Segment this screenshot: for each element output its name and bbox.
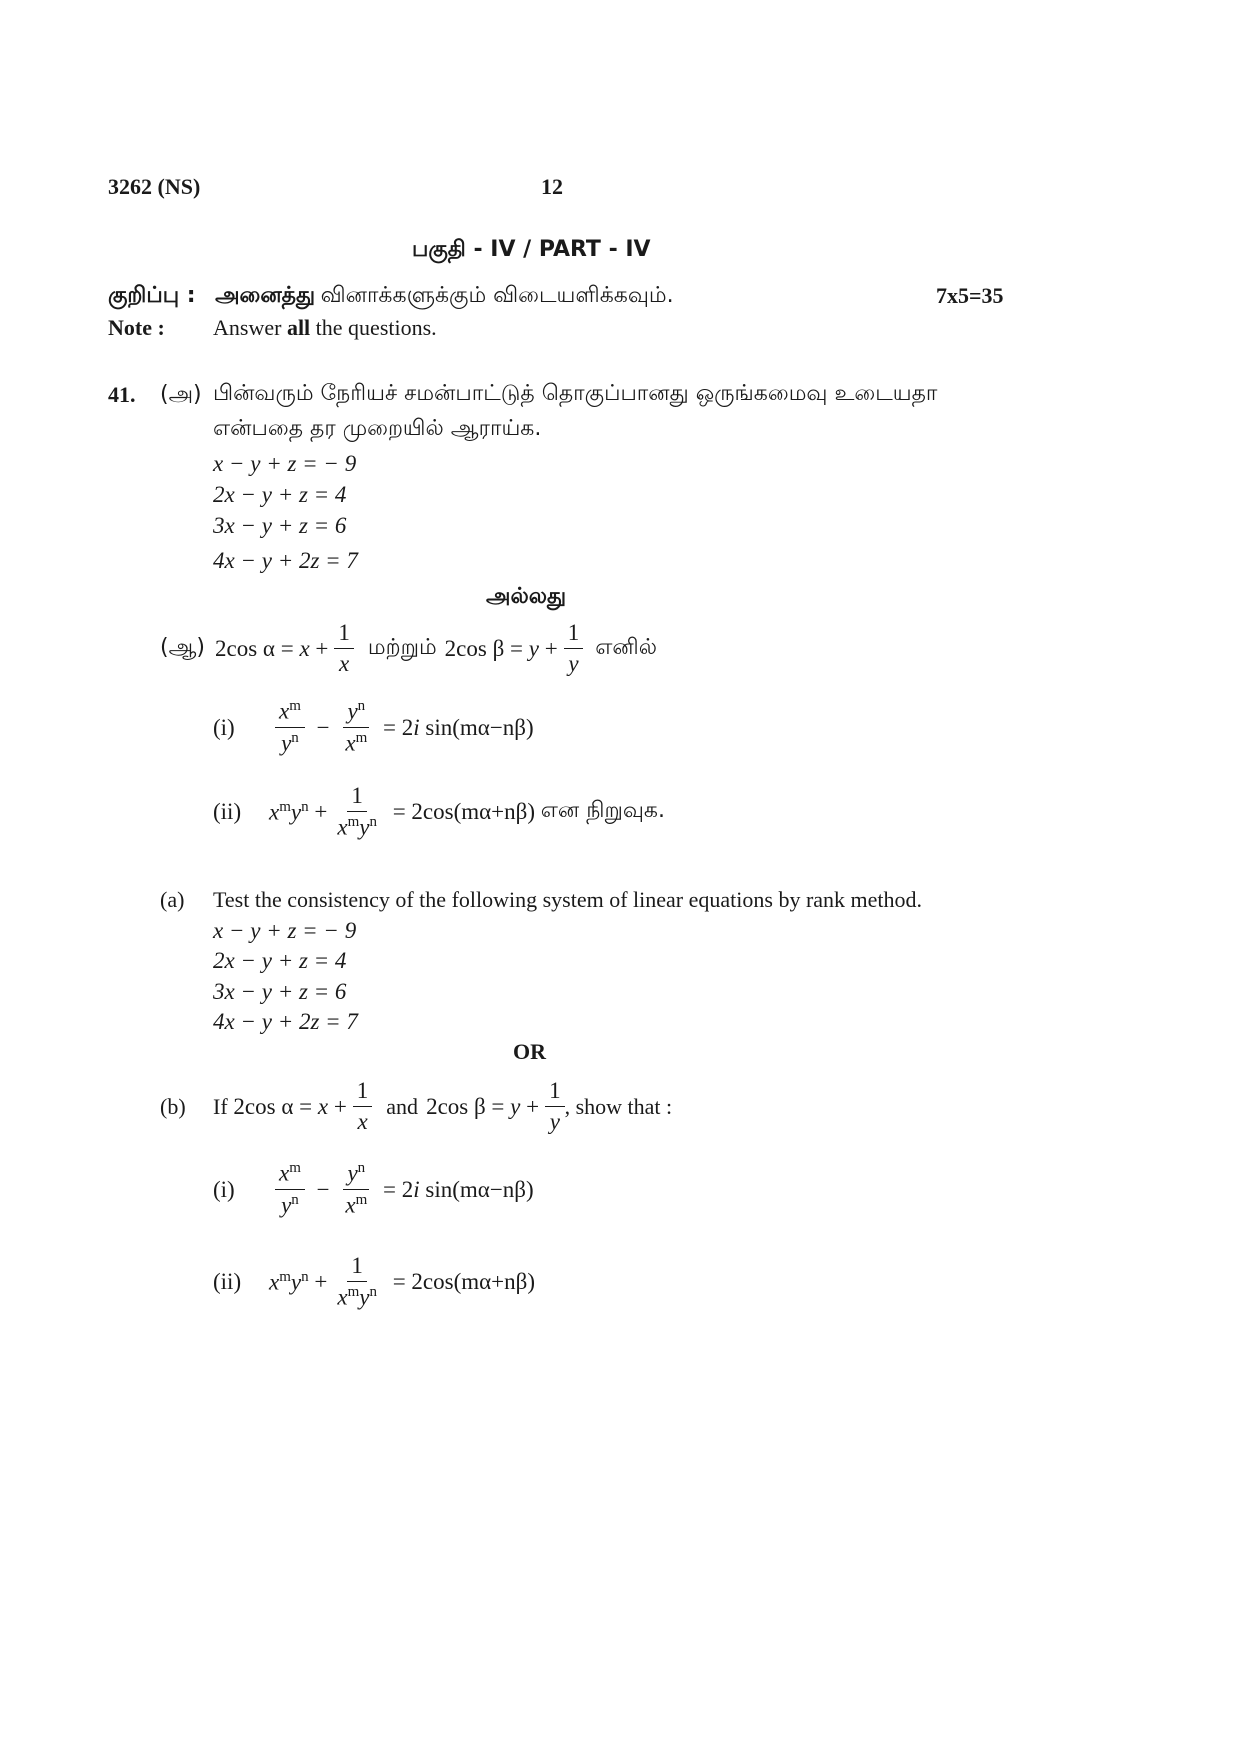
note-english-label: [108, 315, 165, 341]
note-tamil-bold: அனைத்து: [215, 283, 316, 308]
note-tamil-label: குறிப்பு :: [108, 283, 196, 308]
eng-part-i-label: (i): [213, 1176, 235, 1202]
tamil-a-label-text: (அ): [160, 382, 202, 407]
note-tamil: [108, 282, 674, 311]
equation-3: 3x − y + z = 6: [213, 513, 347, 538]
page-number: 12: [541, 174, 563, 199]
part-title: [412, 236, 651, 265]
eng-frac-1-over-x: $\frac{1}{x}$: [353, 1078, 373, 1136]
tamil-a-line1: பின்வரும் நேரியச் சமன்பாட்டுத் தொகுப்பானது ஒருங்கமைவு உடையதா: [213, 381, 938, 406]
eng-frac-1-over-xmyn: $\frac{1}{x^my^n}$: [337, 1253, 377, 1311]
tamil-if: எனில்: [595, 634, 657, 660]
tamil-part-i: (i) $\frac{x^m}{y^n}$ − $\frac{y^n}{x^m}$ = 2i sin(mα−nβ): [213, 698, 534, 756]
frac-xm-over-yn: $\frac{x^m}{y^n}$: [275, 698, 305, 757]
frac-yn-over-xm: $\frac{y^n}{x^m}$: [345, 698, 368, 756]
tamil-b-statement: [160, 620, 657, 678]
part-ii-label: (ii): [213, 799, 242, 825]
eng-part-ii: (ii) $x^my^n$ + $\frac{1}{x^my^n}$ = 2cos(mα+nβ): [213, 1253, 536, 1311]
tamil-b-label: (ஆ): [160, 634, 205, 660]
eng-frac-yn-over-xm: $\frac{y^n}{x^m}$: [345, 1160, 368, 1218]
tamil-a-label: [160, 381, 202, 410]
eng-b-show: , show that :: [564, 1093, 673, 1119]
frac-1-over-y: $\frac{1}{y}$: [564, 620, 584, 678]
eng-equation-1: x − y + z = − 9: [213, 918, 357, 943]
part-i-label: (i): [213, 714, 235, 740]
question-number: 41.: [108, 382, 136, 407]
eng-equation-3: 3x − y + z = 6: [213, 979, 347, 1004]
tamil-prove: என நிறுவுக.: [540, 798, 665, 824]
tamil-a-line2: என்பதை தர முறையில் ஆராய்க.: [213, 416, 542, 441]
tamil-or: அல்லது: [486, 584, 567, 609]
eng-b-and: and: [386, 1093, 419, 1119]
equation-1: x − y + z = − 9: [213, 451, 357, 476]
eng-a-text: Test the consistency of the following system of linear equations by rank method.: [213, 887, 923, 912]
note-tamil-rest: வினாக்களுக்கும் விடையளிக்கவும்.: [320, 283, 674, 308]
note-post: the questions.: [315, 315, 437, 340]
eng-b-statement: (b) If 2cos α = x + $\frac{1}{x}$ and 2cos β = y + $\frac{1}{y}$ , show that :: [160, 1078, 673, 1135]
note-english: [213, 315, 437, 341]
alpha-eq: 2cos α = x +: [215, 635, 329, 661]
frac-1-over-x: $\frac{1}{x}$: [334, 620, 354, 678]
equation-2: 2x − y + z = 4: [213, 482, 347, 507]
frac-1-over-xmyn: $\frac{1}{x^my^n}$: [337, 783, 377, 841]
eng-frac-xm-over-yn: $\frac{x^m}{y^n}$: [275, 1160, 305, 1219]
note-pre: Answer: [213, 315, 282, 340]
note-label: Note :: [108, 315, 165, 340]
eng-b-label: (b): [160, 1093, 186, 1119]
tamil-and: மற்றும்: [367, 634, 437, 660]
part-title-text: பகுதி - IV / PART - IV: [412, 237, 651, 262]
tamil-part-ii: (ii) $x^my^n$ + $\frac{1}{x^my^n}$ = 2cos(mα+nβ) என நிறுவுக.: [213, 783, 665, 841]
eng-equation-2: 2x − y + z = 4: [213, 948, 347, 973]
eng-or: OR: [513, 1039, 546, 1064]
eng-b-if: If: [213, 1093, 228, 1119]
eng-part-ii-label: (ii): [213, 1269, 242, 1295]
beta-eq: 2cos β = y +: [444, 635, 558, 661]
eng-part-i: (i) $\frac{x^m}{y^n}$ − $\frac{y^n}{x^m}$ = 2i sin(mα−nβ): [213, 1160, 534, 1218]
paper-code: 3262 (NS): [108, 174, 201, 199]
equation-4: 4x − y + 2z = 7: [213, 548, 358, 573]
eng-a-label: (a): [160, 887, 185, 912]
eng-frac-1-over-y: $\frac{1}{y}$: [545, 1078, 565, 1136]
marks: 7x5=35: [936, 283, 1004, 308]
note-bold: all: [286, 315, 311, 340]
eng-equation-4: 4x − y + 2z = 7: [213, 1009, 358, 1034]
